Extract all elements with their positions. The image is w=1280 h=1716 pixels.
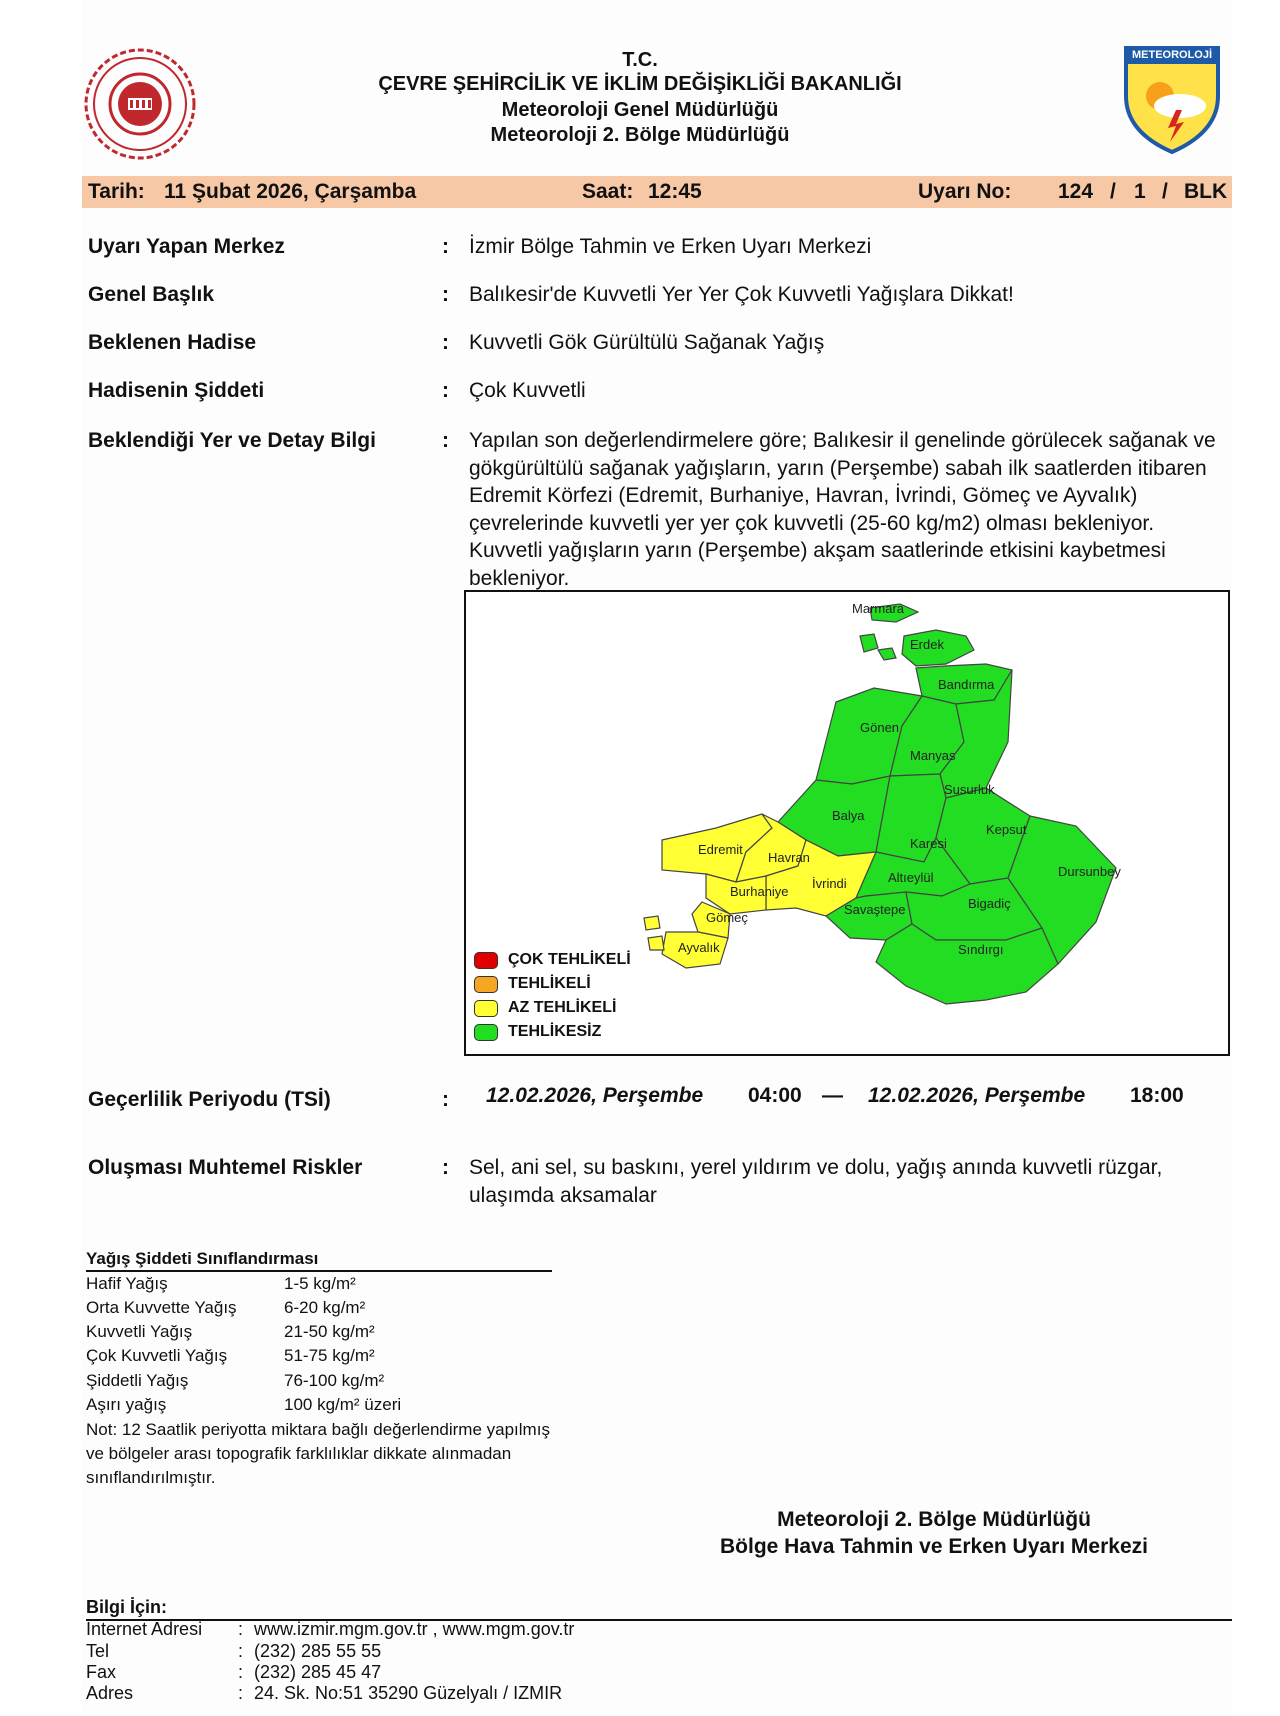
header-regional-directorate: Meteoroloji 2. Bölge Müdürlüğü	[490, 124, 790, 146]
field-label-detail: Beklendiği Yer ve Detay Bilgi	[88, 429, 376, 452]
signature-line-2: Bölge Hava Tahmin ve Erken Uyarı Merkezi	[720, 1535, 1148, 1558]
date-label: Tarih:	[88, 180, 145, 203]
header-ministry: ÇEVRE ŞEHİRCİLİK VE İKLİM DEĞİŞİKLİĞİ BAKANLIĞI	[378, 73, 902, 95]
classification-name: Orta Kuvvette Yağış	[86, 1298, 237, 1317]
field-value-title: Balıkesir'de Kuvvetli Yer Yer Çok Kuvvetli Yağışlara Dikkat!	[469, 283, 1014, 306]
validity-end-time: 18:00	[1130, 1084, 1184, 1107]
warning-map	[464, 590, 1230, 1056]
info-label: Tel	[86, 1641, 110, 1661]
time-label: Saat:	[582, 180, 634, 203]
warning-sep-2: /	[1162, 180, 1168, 203]
header-tc: T.C.	[622, 49, 658, 71]
district-islands-2	[878, 648, 896, 660]
map-label-kepsut: Kepsut	[986, 822, 1027, 837]
map-label-erdek: Erdek	[910, 637, 944, 652]
map-label-edremit: Edremit	[698, 842, 743, 857]
legend-label: TEHLİKESİZ	[508, 1023, 602, 1040]
signature-line-1: Meteoroloji 2. Bölge Müdürlüğü	[777, 1508, 1091, 1531]
time-value: 12:45	[648, 180, 702, 203]
info-colon: :	[238, 1662, 244, 1682]
classification-range: 21-50 kg/m²	[284, 1322, 375, 1341]
warning-seq: 1	[1134, 180, 1146, 203]
risks-label: Oluşması Muhtemel Riskler	[88, 1156, 363, 1179]
field-colon: :	[442, 429, 449, 452]
map-label-altieylul: Altıeylül	[888, 870, 934, 885]
meta-bar	[82, 176, 1232, 208]
validity-start-date: 12.02.2026, Perşembe	[486, 1084, 704, 1107]
legend-label: AZ TEHLİKELİ	[508, 999, 617, 1016]
info-phone: (232) 285 55 55	[254, 1641, 382, 1661]
legend-label: TEHLİKELİ	[508, 975, 591, 992]
map-label-gomec: Gömeç	[706, 910, 748, 925]
header-general-directorate: Meteoroloji Genel Müdürlüğü	[501, 99, 779, 121]
classification-range: 1-5 kg/m²	[284, 1274, 356, 1293]
info-address: 24. Sk. No:51 35290 Güzelyalı / IZMIR	[254, 1683, 563, 1703]
map-label-sindirgi: Sındırgı	[958, 942, 1004, 957]
legend-label: ÇOK TEHLİKELİ	[508, 951, 631, 968]
legend-item	[474, 1020, 631, 1044]
field-label-severity: Hadisenin Şiddeti	[88, 379, 265, 402]
logo-text: METEOROLOJİ	[1131, 49, 1213, 61]
field-colon: :	[442, 379, 449, 402]
validity-end-date: 12.02.2026, Perşembe	[868, 1084, 1086, 1107]
risks-value: Sel, ani sel, su baskını, yerel yıldırım ve dolu, yağış anında kuvvetli rüzgar, ulaşımda aksamalar	[469, 1156, 1163, 1207]
field-label-event: Beklenen Hadise	[88, 331, 257, 354]
map-label-balya: Balya	[832, 808, 865, 823]
info-label: Adres	[86, 1683, 134, 1703]
info-website-link[interactable]: www.izmir.mgm.gov.tr , www.mgm.gov.tr	[254, 1619, 575, 1639]
field-value-detail: Yapılan son değerlendirmelere göre; Balıkesir il genelinde görülecek sağanak ve gökgürültülü sağanak yağışların, yarın (Perşembe) sabah ilk saatlerden itibaren Edremit Körfezi (Edremit, Burhaniye, Havran, İvrindi, Gömeç ve Ayvalık) çevrelerinde kuvvetli yer yer çok kuvvetli (25-60 kg/m2) olması bekleniyor. Kuvvetli yağışların yarın (Perşembe) akşam saatlerinde etkisini kaybetmesi bekleniyor.	[469, 429, 1216, 590]
field-colon: :	[442, 283, 449, 306]
classification-range: 6-20 kg/m²	[284, 1298, 366, 1317]
validity-start-time: 04:00	[748, 1084, 802, 1107]
map-label-gonen: Gönen	[860, 720, 900, 735]
map-label-ayvalik: Ayvalık	[678, 940, 720, 955]
legend-swatch-red	[474, 952, 498, 969]
map-label-ivrindi: İvrindi	[812, 876, 847, 891]
map-label-savastepe: Savaştepe	[844, 902, 906, 917]
classification-note: Not: 12 Saatlik periyotta miktara bağlı değerlendirme yapılmış ve bölgeler arası topografik farklılıklar dikkate alınmadan sınıflandırılmıştır.	[86, 1420, 550, 1487]
validity-colon: :	[442, 1088, 449, 1111]
map-label-marmara: Marmara	[852, 601, 905, 616]
validity-dash: —	[822, 1084, 843, 1107]
info-label: Fax	[86, 1662, 117, 1682]
info-colon: :	[238, 1683, 244, 1703]
map-label-karesi: Karesi	[910, 836, 947, 851]
legend-item	[474, 996, 631, 1020]
map-label-dursunbey: Dursunbey	[1058, 864, 1121, 879]
legend-item	[474, 948, 631, 972]
map-label-burhaniye: Burhaniye	[730, 884, 789, 899]
info-colon: :	[238, 1641, 244, 1661]
classification-title: Yağış Şiddeti Sınıflandırması	[86, 1248, 552, 1272]
classification-name: Hafif Yağış	[86, 1274, 168, 1293]
warning-code: BLK	[1184, 180, 1228, 203]
field-colon: :	[442, 331, 449, 354]
district-islands	[860, 634, 878, 652]
warning-no: 124	[1058, 180, 1094, 203]
validity-label: Geçerlilik Periyodu (TSİ)	[88, 1088, 331, 1111]
field-value-event: Kuvvetli Gök Gürültülü Sağanak Yağış	[469, 331, 825, 354]
legend-swatch-green	[474, 1024, 498, 1041]
legend-swatch-orange	[474, 976, 498, 993]
legend-swatch-yellow	[474, 1000, 498, 1017]
info-label: Internet Adresi	[86, 1619, 203, 1639]
warning-label: Uyarı No:	[918, 180, 1012, 203]
field-value-center: İzmir Bölge Tahmin ve Erken Uyarı Merkezi	[469, 235, 872, 258]
field-label-title: Genel Başlık	[88, 283, 215, 306]
map-label-bigadic: Bigadiç	[968, 896, 1011, 911]
classification-name: Aşırı yağış	[86, 1395, 167, 1414]
map-label-susurluk: Susurluk	[944, 782, 995, 797]
map-label-havran: Havran	[768, 850, 810, 865]
map-legend	[474, 948, 631, 1044]
classification-range: 100 kg/m² üzeri	[284, 1395, 402, 1414]
district-ayvalik-islands-2	[648, 936, 664, 950]
date-value: 11 Şubat 2026, Çarşamba	[164, 180, 417, 203]
meteoroloji-logo	[1120, 44, 1224, 156]
classification-range: 76-100 kg/m²	[284, 1371, 385, 1390]
map-label-manyas: Manyas	[910, 748, 956, 763]
info-title: Bilgi İçin:	[86, 1597, 167, 1617]
field-value-severity: Çok Kuvvetli	[469, 379, 586, 402]
classification-name: Şiddetli Yağış	[86, 1371, 189, 1390]
field-colon: :	[442, 235, 449, 258]
legend-item	[474, 972, 631, 996]
info-colon: :	[238, 1619, 244, 1639]
info-fax: (232) 285 45 47	[254, 1662, 382, 1682]
classification-name: Kuvvetli Yağış	[86, 1322, 193, 1341]
map-label-bandirma: Bandırma	[938, 677, 995, 692]
field-label-center: Uyarı Yapan Merkez	[88, 235, 285, 258]
warning-sep-1: /	[1110, 180, 1116, 203]
classification-name: Çok Kuvvetli Yağış	[86, 1346, 228, 1365]
risks-colon: :	[442, 1156, 449, 1179]
district-ayvalik-islands	[644, 916, 660, 930]
classification-range: 51-75 kg/m²	[284, 1346, 375, 1365]
